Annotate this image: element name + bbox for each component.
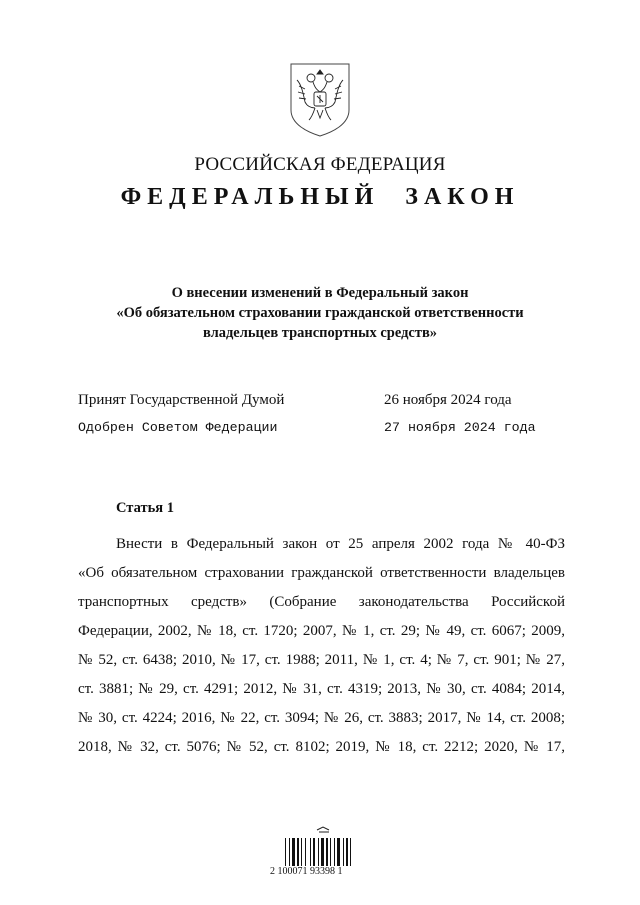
article-heading: Статья 1 (116, 500, 174, 516)
barcode-bar (346, 838, 348, 866)
document-type (0, 184, 640, 211)
barcode-bar (310, 838, 311, 866)
barcode-bar (301, 838, 302, 866)
law-word-law: ЗАКОН (405, 184, 520, 210)
article-line: № 30, ст. 4224; 2016, № 22, ст. 3094; № 26, ст. 3883; 2017, № 14, ст. 2008; (78, 710, 565, 726)
article-line: Внести в Федеральный закон от 25 апреля 2002 года № 40-ФЗ (116, 536, 565, 552)
article-line: ст. 3881; № 29, ст. 4291; 2012, № 31, ст. 4319; 2013, № 30, ст. 4084; 2014, (78, 681, 565, 697)
coat-of-arms-emblem (287, 62, 353, 138)
duma-date: 26 ноября 2024 года (384, 392, 512, 408)
barcode-bar (313, 838, 315, 866)
country-name: РОССИЙСКАЯ ФЕДЕРАЦИЯ (194, 154, 446, 175)
barcode-bar (318, 838, 319, 866)
barcode-bar (292, 838, 295, 866)
council-label: Одобрен Советом Федерации (78, 420, 278, 435)
barcode-bar (305, 838, 306, 866)
barcode-bar (321, 838, 324, 866)
barcode-bar (334, 838, 335, 866)
barcode-bar (297, 838, 299, 866)
duma-label: Принят Государственной Думой (78, 392, 285, 408)
article-line: 2018, № 32, ст. 5076; № 52, ст. 8102; 2019, № 18, ст. 2212; 2020, № 17, (78, 739, 565, 755)
law-title-line: «Об обязательном страховании гражданской ответственности (116, 305, 524, 321)
council-date: 27 ноября 2024 года (384, 420, 536, 435)
article-line: «Об обязательном страховании гражданской ответственности владельцев (78, 565, 565, 581)
barcode-bar (289, 838, 290, 866)
barcode-bar (337, 838, 340, 866)
article-text (78, 530, 565, 762)
law-title (60, 283, 580, 343)
article-line: Федерации, 2002, № 18, ст. 1720; 2007, № 1, ст. 29; № 49, ст. 6067; 2009, (78, 623, 565, 639)
article-line: транспортных средств» (Собрание законодательства Российской (78, 594, 565, 610)
law-title-line: О внесении изменений в Федеральный закон (171, 285, 469, 301)
barcode-bar (285, 838, 286, 866)
barcode-bar (350, 838, 351, 866)
barcode-bar (326, 838, 328, 866)
barcode-bar (343, 838, 344, 866)
barcode-bar (330, 838, 331, 866)
barcode-number: 2 100071 93398 1 (270, 866, 343, 877)
law-word-federal: ФЕДЕРАЛЬНЫЙ (120, 184, 380, 210)
law-title-line: владельцев транспортных средств» (202, 325, 438, 341)
article-line: № 52, ст. 6438; 2010, № 17, ст. 1988; 2011, № 1, ст. 4; № 7, ст. 901; № 27, (78, 652, 565, 668)
